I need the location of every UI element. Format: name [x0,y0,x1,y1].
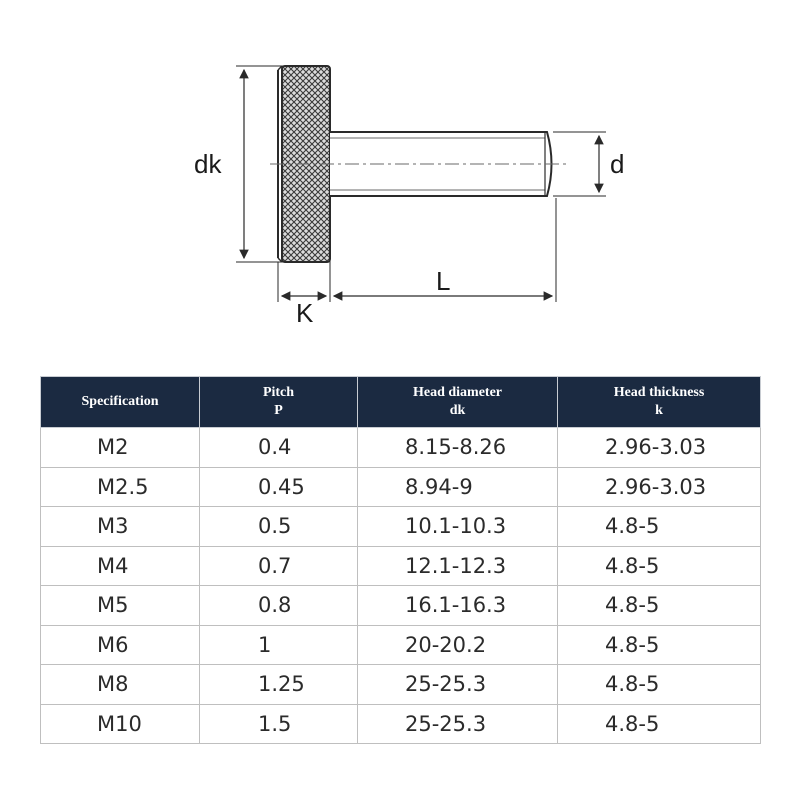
cell-head-diameter: 8.94-9 [358,467,558,507]
table-body [41,428,761,744]
table-row [41,586,761,626]
cell-specification: M8 [41,665,200,705]
table-row [41,428,761,468]
header-pitch: Pitch P [200,377,358,428]
spec-table [40,376,761,744]
cell-specification: M10 [41,704,200,744]
cell-specification: M6 [41,625,200,665]
cell-pitch: 0.7 [200,546,358,586]
cell-head-diameter: 10.1-10.3 [358,507,558,547]
table-row [41,467,761,507]
header-head-diameter: Head diameter dk [358,377,558,428]
cell-pitch: 0.45 [200,467,358,507]
header-head-thickness: Head thickness k [558,377,761,428]
table-row [41,704,761,744]
cell-head-diameter: 25-25.3 [358,704,558,744]
cell-head-thickness: 2.96-3.03 [558,428,761,468]
cell-pitch: 1 [200,625,358,665]
cell-pitch: 1.25 [200,665,358,705]
cell-head-thickness: 4.8-5 [558,665,761,705]
cell-head-thickness: 4.8-5 [558,704,761,744]
l-label: L [436,266,451,296]
cell-pitch: 0.8 [200,586,358,626]
thumb-screw-diagram [0,0,800,340]
cell-specification: M2 [41,428,200,468]
cell-pitch: 1.5 [200,704,358,744]
cell-specification: M4 [41,546,200,586]
cell-head-thickness: 4.8-5 [558,586,761,626]
header-specification: Specification [41,377,200,428]
cell-head-thickness: 2.96-3.03 [558,467,761,507]
cell-head-thickness: 4.8-5 [558,507,761,547]
table-row [41,546,761,586]
cell-pitch: 0.5 [200,507,358,547]
cell-head-thickness: 4.8-5 [558,546,761,586]
cell-pitch: 0.4 [200,428,358,468]
cell-specification: M3 [41,507,200,547]
cell-specification: M5 [41,586,200,626]
table-row [41,665,761,705]
cell-specification: M2.5 [41,467,200,507]
table-row [41,507,761,547]
cell-head-diameter: 12.1-12.3 [358,546,558,586]
cell-head-diameter: 16.1-16.3 [358,586,558,626]
cell-head-diameter: 25-25.3 [358,665,558,705]
cell-head-diameter: 8.15-8.26 [358,428,558,468]
dk-label: dk [194,149,222,179]
k-label: K [296,298,314,328]
table-row [41,625,761,665]
table-header-row [41,377,761,428]
d-label: d [610,149,625,179]
cell-head-diameter: 20-20.2 [358,625,558,665]
cell-head-thickness: 4.8-5 [558,625,761,665]
